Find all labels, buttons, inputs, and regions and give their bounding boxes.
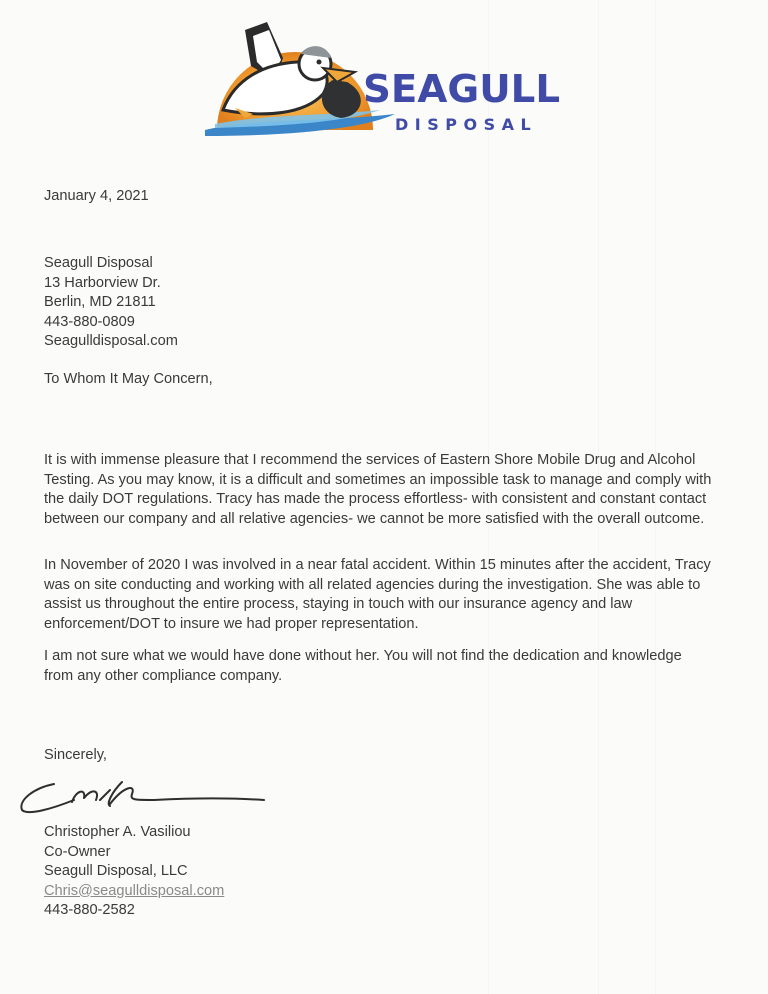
signer-email-link[interactable]: Chris@seagulldisposal.com [44,882,225,899]
brand-name: SEAGULL [363,67,561,111]
signer-company: Seagull Disposal, LLC [44,863,188,879]
body-paragraph-3 [44,647,682,686]
paragraph-line: was on site conducting and working with all related agencies during the investigation. She was able to [44,576,701,593]
body-paragraph-2 [44,556,711,634]
signature-icon [14,770,274,820]
paragraph-line: In November of 2020 I was involved in a near fatal accident. Within 15 minutes after the accident, Tracy [44,557,711,573]
brand-subtitle: DISPOSAL [395,115,538,134]
paragraph-line: assist us throughout the entire process, staying in touch with our insurance agency and law [44,596,633,612]
salutation: To Whom It May Concern, [44,371,213,387]
address-line: Berlin, MD 21811 [44,294,156,310]
paragraph-line: I am not sure what we would have done without her. You will not find the dedication and knowledge [44,648,682,664]
body-paragraph-1 [44,451,711,529]
letterhead-logo [205,18,575,140]
paragraph-line: the daily DOT regulations. Tracy has made the process effortless- with consistent and constant contact [44,491,707,507]
signature-block [44,823,224,921]
closing: Sincerely, [44,747,107,763]
paragraph-line: between our company and all relative agencies- we cannot be more satisfied with the overall outcome. [44,510,705,527]
paragraph-line: Testing. As you may know, it is a difficult and sometimes an impossible task to manage and comply with [44,471,712,488]
paragraph-line: enforcement/DOT to insure we had proper representation. [44,615,419,632]
letter-date: January 4, 2021 [44,188,149,204]
address-line: Seagull Disposal [44,255,153,271]
address-line: 13 Harborview Dr. [44,274,161,291]
address-phone: 443-880-0809 [44,313,135,330]
paragraph-line: from any other compliance company. [44,667,283,684]
address-website: Seagulldisposal.com [44,333,178,349]
signer-phone: 443-880-2582 [44,902,135,918]
signer-name: Christopher A. Vasiliou [44,824,191,840]
signer-title: Co-Owner [44,843,111,860]
paragraph-line: It is with immense pleasure that I recommend the services of Eastern Shore Mobile Drug and Alcohol [44,452,696,468]
recipient-address [44,254,178,352]
